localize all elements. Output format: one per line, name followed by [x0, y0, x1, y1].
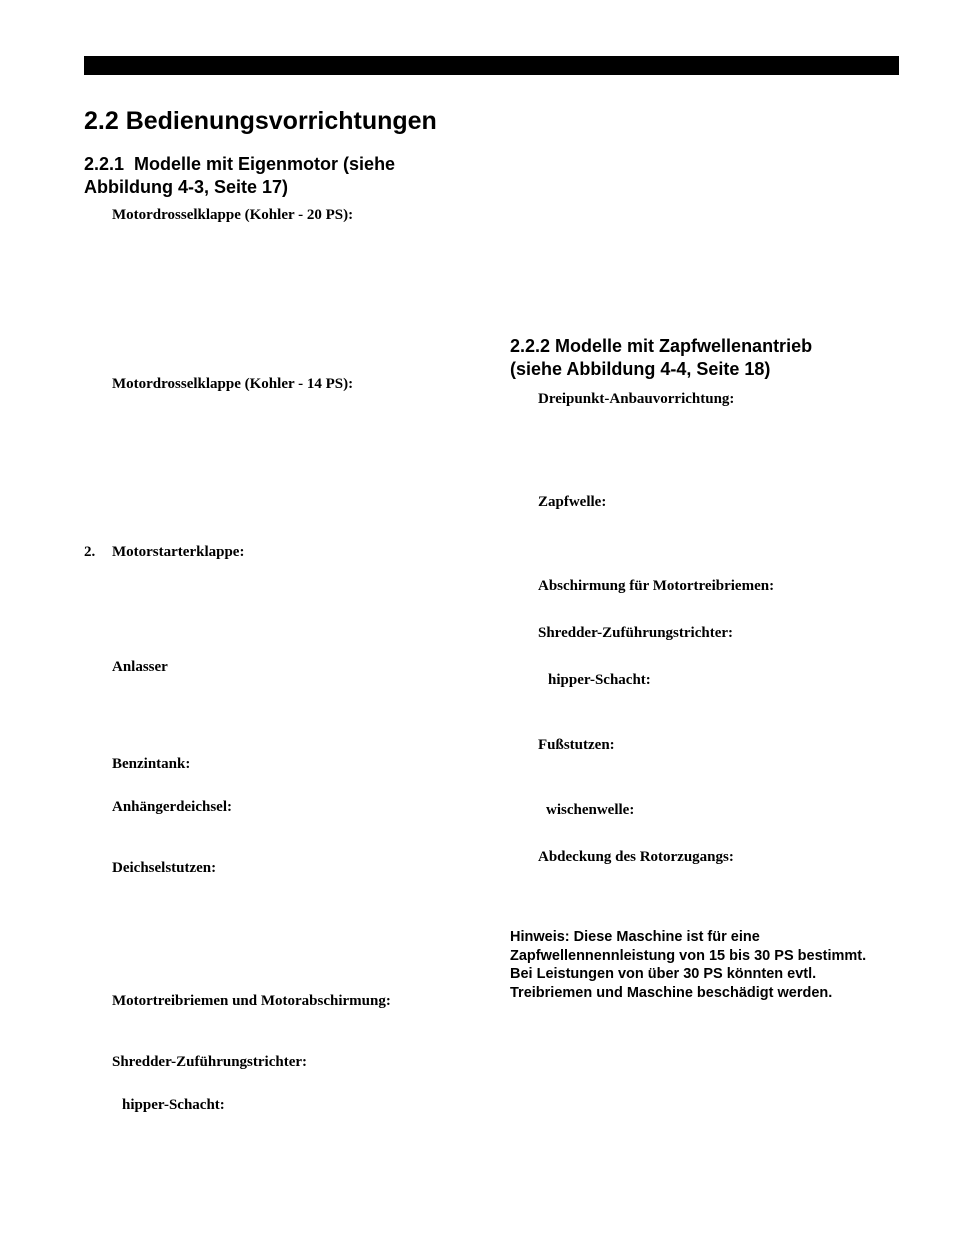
note-box [510, 928, 910, 1002]
item-choke: Motorstarterklappe: [112, 544, 245, 560]
item-three-point-hitch: Dreipunkt-Anbauvorrichtung: [538, 391, 735, 407]
note-line: Zapfwellennennleistung von 15 bis 30 PS bestimmt. [510, 947, 867, 964]
section-title: 2.2 Bedienungsvorrichtungen [84, 107, 437, 135]
item-hitch-stand: Deichselstutzen: [112, 860, 217, 876]
header-bar [84, 56, 899, 75]
item-chipper-chute: hipper-Schacht: [122, 1097, 225, 1113]
note-line: Treibriemen und Maschine beschädigt werden. [510, 984, 833, 1001]
item-fuel-tank: Benzintank: [112, 756, 191, 772]
item-trailer-hitch: Anhängerdeichsel: [112, 799, 232, 815]
subsection-title-line: (siehe Abbildung 4-4, Seite 18) [510, 359, 771, 379]
item-belt-guard: Motortreibriemen und Motorabschirmung: [112, 993, 391, 1009]
item-throttle-14ps: Motordrosselklappe (Kohler - 14 PS): [112, 376, 354, 392]
item-starter: Anlasser [112, 659, 168, 675]
item-shredder-hopper: Shredder-Zuführungstrichter: [112, 1054, 307, 1070]
subsection-title-line: 2.2.2 Modelle mit Zapfwellenantrieb [510, 336, 813, 356]
subsection-title-own-engine [84, 153, 395, 199]
item-shredder-hopper: Shredder-Zuführungstrichter: [538, 625, 733, 641]
item-pto-shaft: Zapfwelle: [538, 494, 607, 510]
item-rotor-access-cover: Abdeckung des Rotorzugangs: [538, 849, 734, 865]
note-line: Hinweis: Diese Maschine ist für eine [510, 929, 760, 945]
item-chipper-chute: hipper-Schacht: [548, 672, 651, 688]
item-intermediate-shaft: wischenwelle: [546, 802, 635, 818]
note-line: Bei Leistungen von über 30 PS könnten evtl. [510, 966, 817, 982]
subsection-title-pto [510, 335, 812, 381]
subsection-title-line: Abbildung 4-3, Seite 17) [84, 177, 289, 197]
subsection-title-line: 2.2.1 Modelle mit Eigenmotor (siehe [84, 154, 396, 174]
item-throttle-20ps: Motordrosselklappe (Kohler - 20 PS): [112, 207, 354, 223]
item-number: 2. [84, 544, 96, 560]
item-belt-shield: Abschirmung für Motortreibriemen: [538, 578, 775, 594]
item-foot-stand: Fußstutzen: [538, 737, 615, 753]
